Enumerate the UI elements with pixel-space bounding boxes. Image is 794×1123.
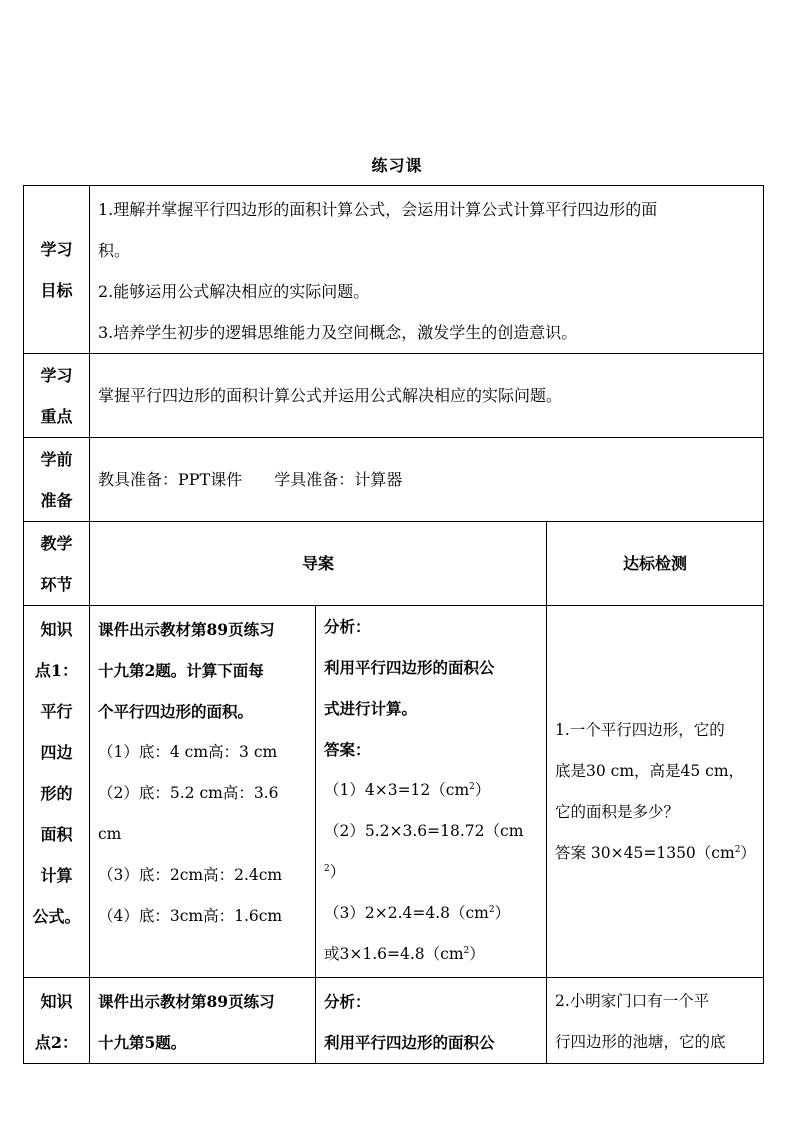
k2-guide-line2: 十九第5题。 — [98, 1033, 187, 1052]
k1-answer-label: 答案： — [324, 740, 371, 759]
k2-check-line1: 2.小明家门口有一个平 — [555, 992, 710, 1010]
k1-analysis-line2: 式进行计算。 — [324, 699, 418, 718]
k1-check — [547, 606, 764, 978]
k1-answer-3-close: ） — [494, 904, 511, 922]
k2-header — [24, 978, 90, 1064]
k2-analysis — [316, 978, 547, 1064]
k1-h2: 点1： — [34, 661, 79, 680]
k2-h1: 知识 — [40, 992, 73, 1011]
k1-answer-3b-text: 或3×1.6=4.8（cm — [324, 945, 464, 963]
prep-text: 教具准备：PPT课件 学具准备：计算器 — [98, 470, 403, 489]
prep-row — [24, 438, 764, 522]
k1-guide-line5: （2）底：5.2 cm高：3.6 — [98, 784, 279, 802]
k2-check-line2: 行四边形的池塘，它的底 — [555, 1033, 726, 1051]
k2-analysis-line1: 分析： — [324, 992, 371, 1011]
goal-line-4: 3.培养学生初步的逻辑思维能力及空间概念，激发学生的创造意识。 — [98, 323, 578, 342]
k1-analysis — [316, 606, 547, 978]
key-row — [24, 354, 764, 438]
k1-row — [24, 606, 764, 978]
k1-answer-1-text: （1）4×3=12（cm — [324, 781, 470, 799]
key-header — [24, 354, 90, 438]
k1-answer-3 — [324, 893, 538, 934]
goals-header-line2: 目标 — [40, 280, 73, 300]
key-header-line2: 重点 — [40, 406, 73, 426]
k1-answer-3-text: （3）2×2.4=4.8（cm — [324, 904, 489, 922]
goal-line-1: 1.理解并掌握平行四边形的面积计算公式，会运用计算公式计算平行四边形的面 — [98, 200, 658, 219]
k1-guide-line2: 十九第2题。计算下面每 — [98, 661, 264, 680]
k1-answer-2-text: （2）5.2×3.6=18.72（cm — [324, 822, 524, 840]
prep-header-line2: 准备 — [40, 490, 73, 510]
goal-line-2: 积。 — [98, 241, 131, 260]
k1-guide-line8: （4）底：3cm高：1.6cm — [98, 907, 283, 925]
k1-analysis-line1: 利用平行四边形的面积公 — [324, 658, 495, 677]
k1-answer-1-sup: 2 — [469, 781, 475, 792]
k1-answer-3b — [324, 934, 538, 975]
k1-answer-2b — [324, 852, 538, 893]
k1-check-close: ） — [740, 843, 756, 862]
k1-h1: 知识 — [40, 620, 73, 639]
k1-guide-line4: （1）底：4 cm高：3 cm — [98, 743, 278, 761]
k1-answer-2 — [324, 811, 538, 852]
k1-check-answer: 答案 30×45=1350（cm — [555, 843, 735, 862]
section-row — [24, 522, 764, 606]
k1-answer-1-close: ） — [474, 781, 491, 799]
k2-guide — [90, 978, 316, 1064]
k1-check-sup: 2 — [734, 844, 741, 855]
k1-h3: 平行 — [40, 702, 73, 721]
k1-answer-2-sup: 2 — [324, 863, 330, 874]
k1-answer-3b-sup: 2 — [463, 945, 470, 956]
key-content — [90, 354, 764, 438]
k1-check-line1: 1.一个平行四边形，它的 — [555, 720, 725, 739]
k1-h4: 四边 — [40, 743, 73, 762]
k2-row — [24, 978, 764, 1064]
prep-header-line1: 学前 — [40, 449, 73, 469]
k1-answer-3b-close: ） — [469, 945, 485, 963]
key-header-line1: 学习 — [40, 365, 73, 385]
key-text: 掌握平行四边形的面积计算公式并运用公式解决相应的实际问题。 — [98, 386, 563, 405]
k2-guide-line1: 课件出示教材第89页练习 — [98, 992, 275, 1011]
k1-guide — [90, 606, 316, 978]
k2-analysis-line2: 利用平行四边形的面积公 — [324, 1033, 495, 1052]
k1-answer-1 — [324, 770, 538, 811]
check-header: 达标检测 — [547, 522, 764, 606]
k1-h5: 形的 — [40, 784, 73, 803]
k1-check-line4 — [555, 833, 759, 874]
goal-line-3: 2.能够运用公式解决相应的实际问题。 — [98, 282, 370, 301]
lesson-table — [23, 185, 764, 1064]
goals-row — [24, 186, 764, 354]
k1-check-line3: 它的面积是多少？ — [555, 802, 680, 821]
k1-answer-3-sup: 2 — [488, 904, 495, 915]
section-header-line1: 教学 — [40, 533, 73, 553]
k2-h2: 点2： — [34, 1033, 79, 1052]
page-title: 练习课 — [371, 156, 423, 175]
k1-h8: 公式。 — [32, 907, 81, 926]
goals-header-line1: 学习 — [40, 239, 73, 259]
prep-content — [90, 438, 764, 522]
k1-guide-line1: 课件出示教材第89页练习 — [98, 620, 275, 639]
k1-guide-line3: 个平行四边形的面积。 — [98, 702, 254, 721]
prep-header — [24, 438, 90, 522]
section-header-line2: 环节 — [40, 574, 73, 594]
k1-guide-line7: （3）底：2cm高：2.4cm — [98, 866, 283, 884]
goals-content — [90, 186, 764, 354]
k1-header — [24, 606, 90, 978]
k1-check-line2: 底是30 cm，高是45 cm， — [555, 761, 745, 780]
section-header — [24, 522, 90, 606]
k1-guide-line6: cm — [98, 825, 122, 843]
k2-check — [547, 978, 764, 1064]
goals-header — [24, 186, 90, 354]
k1-h7: 计算 — [40, 866, 73, 885]
k1-answer-2-close: ） — [329, 863, 346, 881]
k1-analysis-label: 分析： — [324, 617, 371, 636]
guide-header: 导案 — [90, 522, 547, 606]
k1-h6: 面积 — [40, 825, 73, 844]
